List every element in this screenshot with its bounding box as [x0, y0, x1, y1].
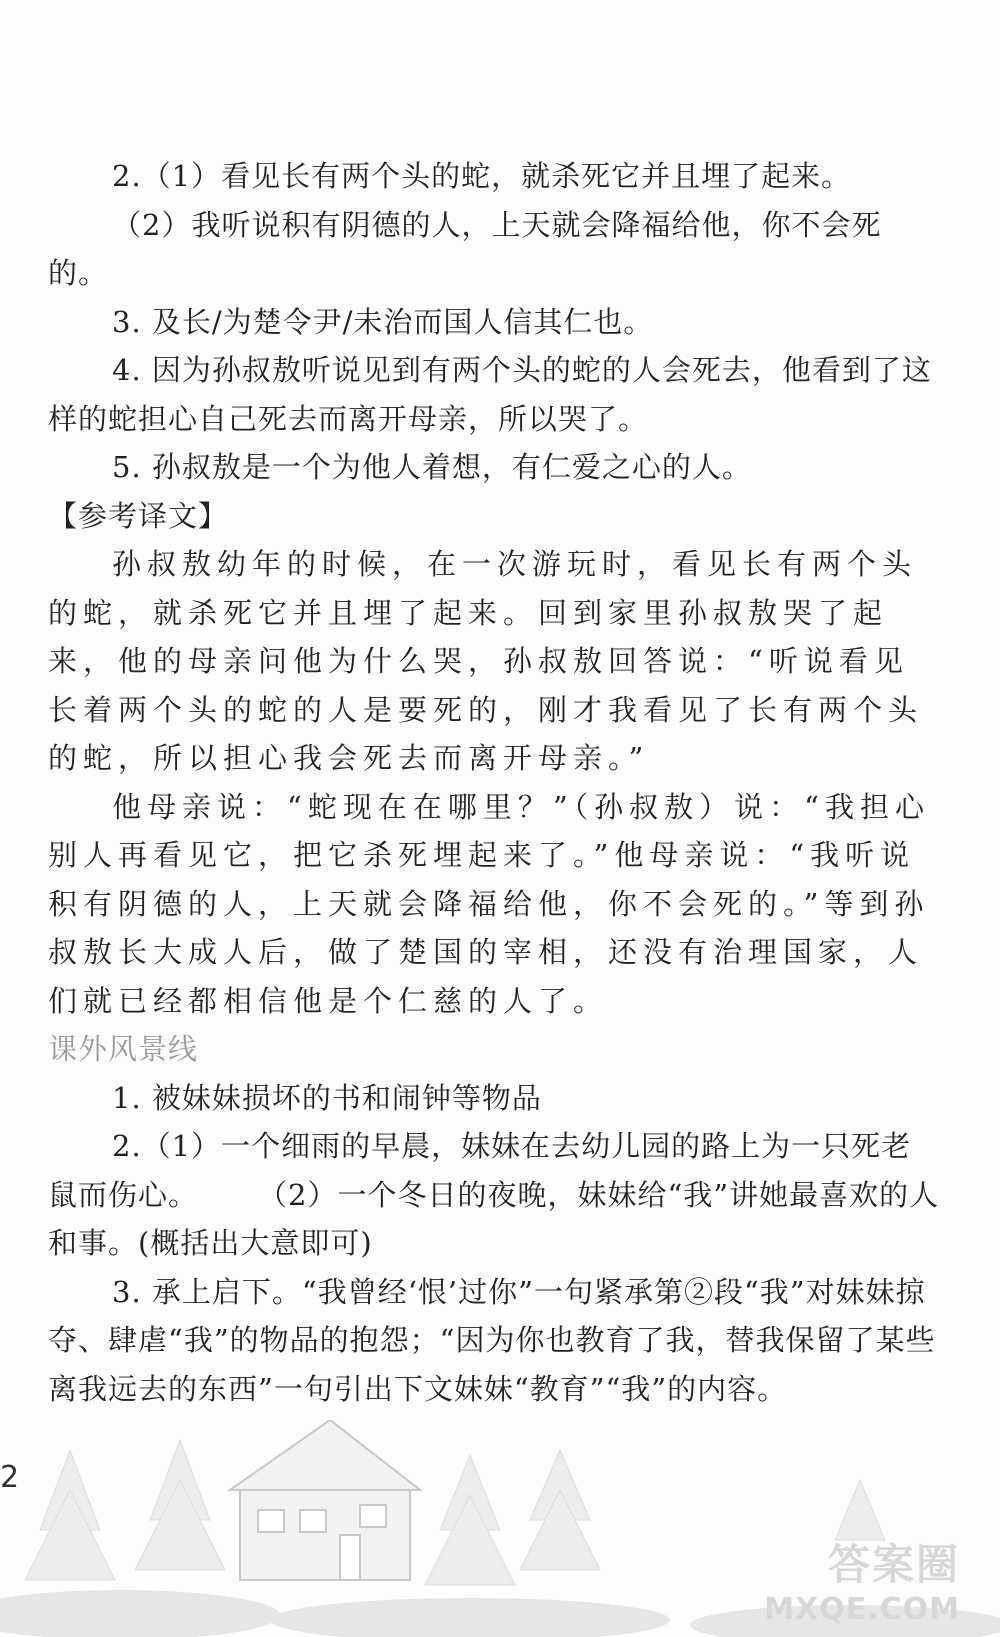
window-shape: [258, 1510, 284, 1532]
window-shape: [300, 1510, 326, 1532]
section-title-extra: 课外风景线: [48, 1032, 199, 1066]
answer-4: 4. 因为孙叔敖听说见到有两个头的蛇的人会死去，他看到了这样的蛇担心自己死去而离开母亲，所以哭了。: [48, 353, 932, 436]
extra-item-2-part-1: 2.（1）一个细雨的早晨，妹妹在去幼儿园的路上为一只死老鼠而伤心。: [48, 1129, 912, 1212]
answer-3: 3. 及长/为楚令尹/未治而国人信其仁也。: [112, 304, 654, 339]
page-number: 2: [0, 1460, 20, 1495]
extra-item-2-part-2: （2）一个冬日的夜晚，妹妹给“我”讲她最喜欢的人和事。(概括出大意即可): [48, 1177, 940, 1260]
house-drawing: [230, 1420, 420, 1580]
snow-ground-shape: [0, 1590, 280, 1637]
translation-paragraph-1: 孙叔敖幼年的时候，在一次游玩时，看见长有两个头的蛇，就杀死它并且埋了起来。回到家里孙叔敖哭了起来，他的母亲问他为什么哭，孙叔敖回答说：“听说看见长着两个头的蛇的人是要死的，刚才我看见了长有两个头的蛇，所以担心我会死去而离开母亲。”: [48, 547, 924, 775]
house-body-shape: [240, 1490, 410, 1580]
window-shape: [360, 1505, 386, 1527]
watermark: [764, 1532, 960, 1627]
house-roof-shape: [230, 1420, 420, 1490]
extra-item-3: 3. 承上启下。“我曾经‘恨’过你”一句紧承第②段“我”对妹妹掠夺、肆虐“我”的物品的抱怨；“因为你也教育了我，替我保留了某些离我远去的东西”一句引出下文妹妹“教育”“我”的内容。: [48, 1274, 936, 1406]
extra-item-1: 1. 被妹妹损坏的书和闹钟等物品: [112, 1080, 542, 1115]
answer-2-1: 2.（1）看见长有两个头的蛇，就杀死它并且埋了起来。: [112, 159, 852, 193]
answer-5: 5. 孙叔敖是一个为他人着想，有仁爱之心的人。: [112, 450, 752, 484]
tree-shape: [135, 1480, 225, 1570]
translation-heading: 【参考译文】: [48, 498, 229, 533]
snow-ground-shape: [270, 1598, 670, 1637]
extra-item-2: [48, 1122, 940, 1268]
watermark-text-cn: 答案圈: [827, 1540, 960, 1589]
tree-shape: [425, 1495, 515, 1585]
tree-shape: [835, 1480, 885, 1540]
door-shape: [340, 1535, 360, 1580]
tree-shape: [520, 1490, 600, 1570]
answer-2-2: （2）我听说积有阴德的人，上天就会降福给他，你不会死的。: [48, 207, 882, 290]
translation-paragraph-2: 他母亲说：“蛇现在在哪里？”（孙叔敖）说：“我担心别人再看见它，把它杀死埋起来了。”他母亲说：“我听说积有阴德的人，上天就会降福给他，你不会死的。”等到孙叔敖长大成人后，做了楚国的宰相，还没有治理国家，人们就已经都相信他是个仁慈的人了。: [48, 789, 930, 1018]
watermark-text-en: MXQE.COM: [764, 1592, 960, 1627]
tree-shape: [25, 1490, 115, 1580]
